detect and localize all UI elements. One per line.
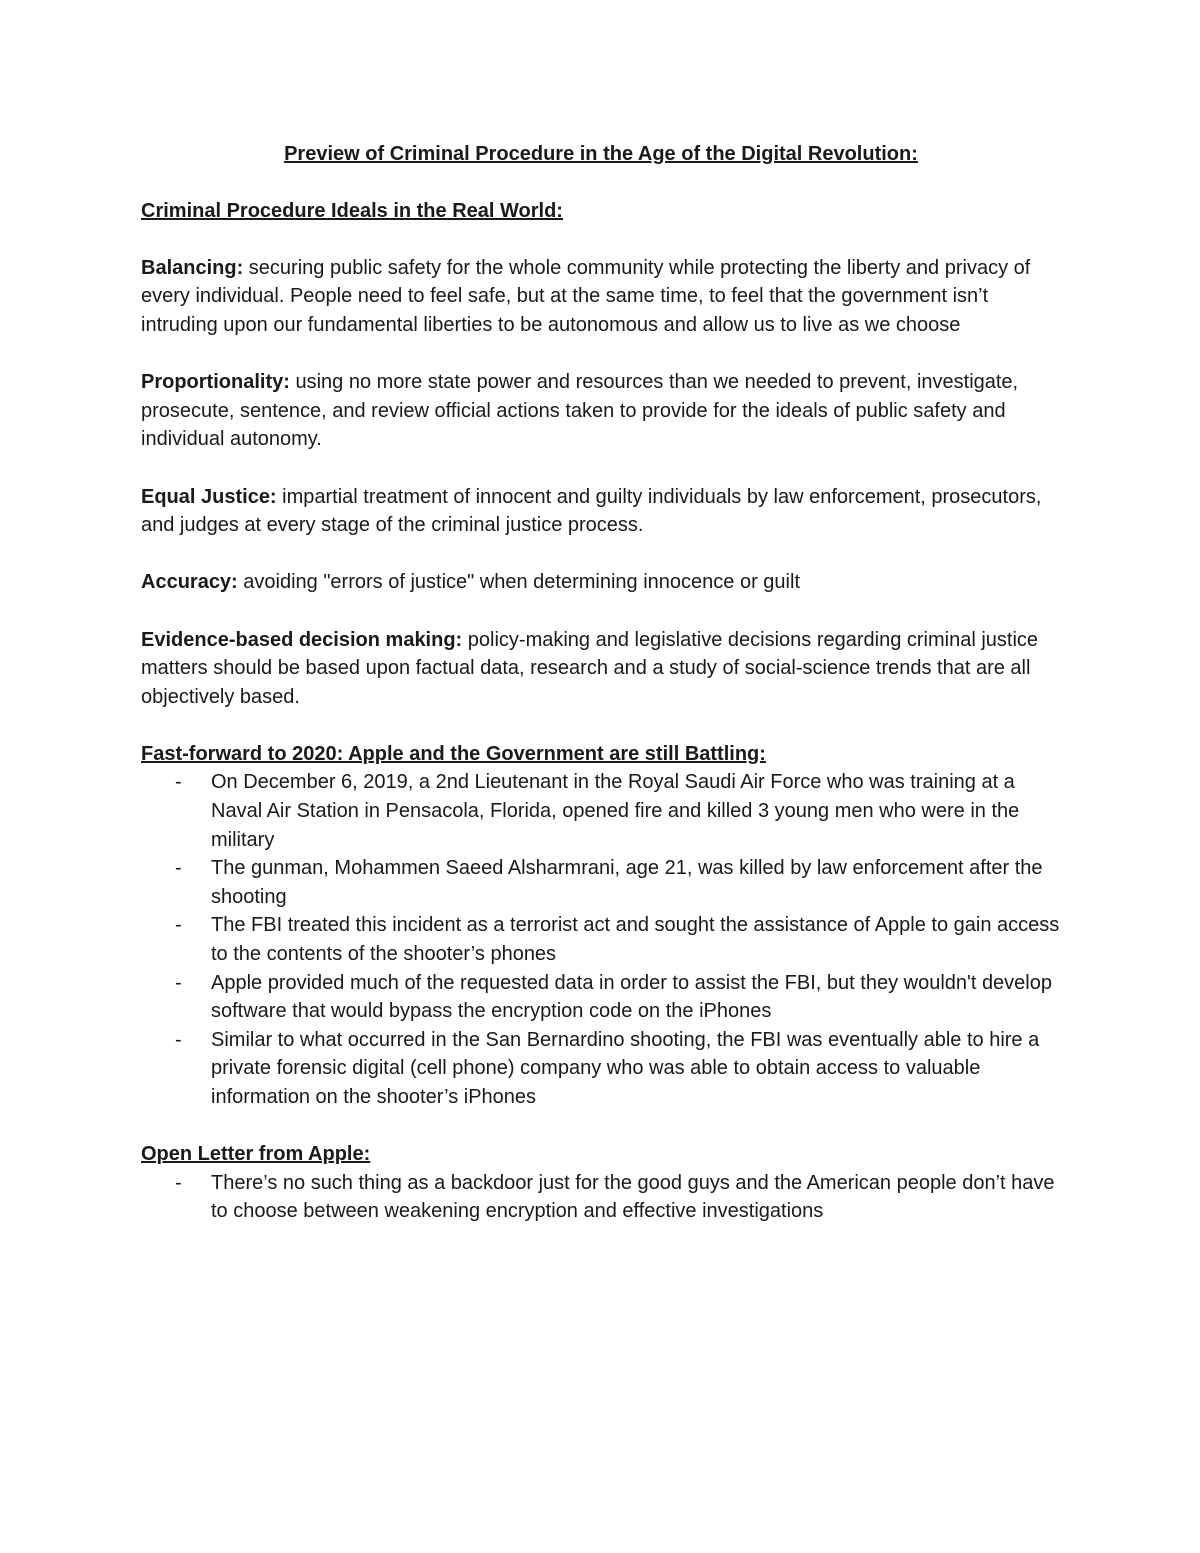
ideal-term: Evidence-based decision making:	[141, 628, 463, 651]
ideal-term: Accuracy:	[141, 571, 238, 594]
section-heading-ideals: Criminal Procedure Ideals in the Real World:	[141, 199, 563, 222]
list-item	[141, 969, 1061, 1026]
spacer	[141, 711, 1061, 740]
list-item	[141, 854, 1061, 911]
dash-bullet: -	[175, 1171, 182, 1194]
list-item	[141, 1026, 1061, 1112]
dash-bullet: -	[175, 1028, 182, 1051]
list-item-text: Similar to what occurred in the San Bernardino shooting, the FBI was eventually able to hire a private forensic digital (cell phone) company who was able to obtain access to valuable information on the shooter’s iPhones	[211, 1028, 1040, 1108]
dash-bullet: -	[175, 971, 182, 994]
ideal-paragraph-equal-justice	[141, 483, 1061, 540]
open-letter-bullet-list	[141, 1169, 1061, 1226]
spacer	[141, 1112, 1061, 1141]
list-item	[141, 768, 1061, 854]
ideal-definition: using no more state power and resources than we needed to prevent, investigate, prosecute, sentence, and review official actions taken to provide for the ideals of public safety and individual autonomy.	[141, 371, 1019, 451]
spacer	[141, 454, 1061, 483]
list-item-text: On December 6, 2019, a 2nd Lieutenant in the Royal Saudi Air Force who was training at a Naval Air Station in Pensacola, Florida, opened fire and killed 3 young men who were in the military	[211, 771, 1020, 851]
dash-bullet: -	[175, 857, 182, 880]
spacer	[141, 225, 1061, 254]
section-heading-fast-forward: Fast-forward to 2020: Apple and the Government are still Battling:	[141, 742, 766, 765]
dash-bullet: -	[175, 771, 182, 794]
ideal-term: Balancing:	[141, 256, 244, 279]
list-item	[141, 1169, 1061, 1226]
spacer	[141, 540, 1061, 569]
spacer	[141, 597, 1061, 626]
ideal-definition: avoiding "errors of justice" when determining innocence or guilt	[237, 571, 800, 594]
ideal-term: Proportionality:	[141, 371, 290, 394]
ideal-paragraph-proportionality	[141, 368, 1061, 454]
spacer	[141, 340, 1061, 369]
ideal-definition: securing public safety for the whole community while protecting the liberty and privacy of every individual. People need to feel safe, but at the same time, to feel that the government isn’t intruding upon our fundamental liberties to be autonomous and allow us to live as we choose	[141, 256, 1031, 336]
ideal-term: Equal Justice:	[141, 485, 277, 508]
document-page	[141, 140, 1061, 1226]
fast-forward-bullet-list	[141, 768, 1061, 1111]
list-item	[141, 911, 1061, 968]
ideal-paragraph-balancing	[141, 254, 1061, 340]
ideal-paragraph-evidence-based	[141, 626, 1061, 712]
list-item-text: The FBI treated this incident as a terrorist act and sought the assistance of Apple to gain access to the contents of the shooter’s phones	[211, 914, 1060, 966]
ideal-definition: impartial treatment of innocent and guilty individuals by law enforcement, prosecutors, and judges at every stage of the criminal justice process.	[141, 485, 1042, 537]
ideal-definition: policy-making and legislative decisions regarding criminal justice matters should be based upon factual data, research and a study of social-science trends that are all objectively based.	[141, 628, 1039, 708]
ideal-paragraph-accuracy	[141, 568, 1061, 597]
dash-bullet: -	[175, 914, 182, 937]
section-heading-open-letter: Open Letter from Apple:	[141, 1143, 371, 1166]
document-title: Preview of Criminal Procedure in the Age of the Digital Revolution:	[284, 143, 918, 165]
list-item-text: There’s no such thing as a backdoor just for the good guys and the American people don’t have to choose between weakening encryption and effective investigations	[211, 1171, 1055, 1223]
list-item-text: Apple provided much of the requested data in order to assist the FBI, but they wouldn't develop software that would bypass the encryption code on the iPhones	[211, 971, 1052, 1023]
list-item-text: The gunman, Mohammen Saeed Alsharmrani, age 21, was killed by law enforcement after the shooting	[211, 857, 1043, 908]
